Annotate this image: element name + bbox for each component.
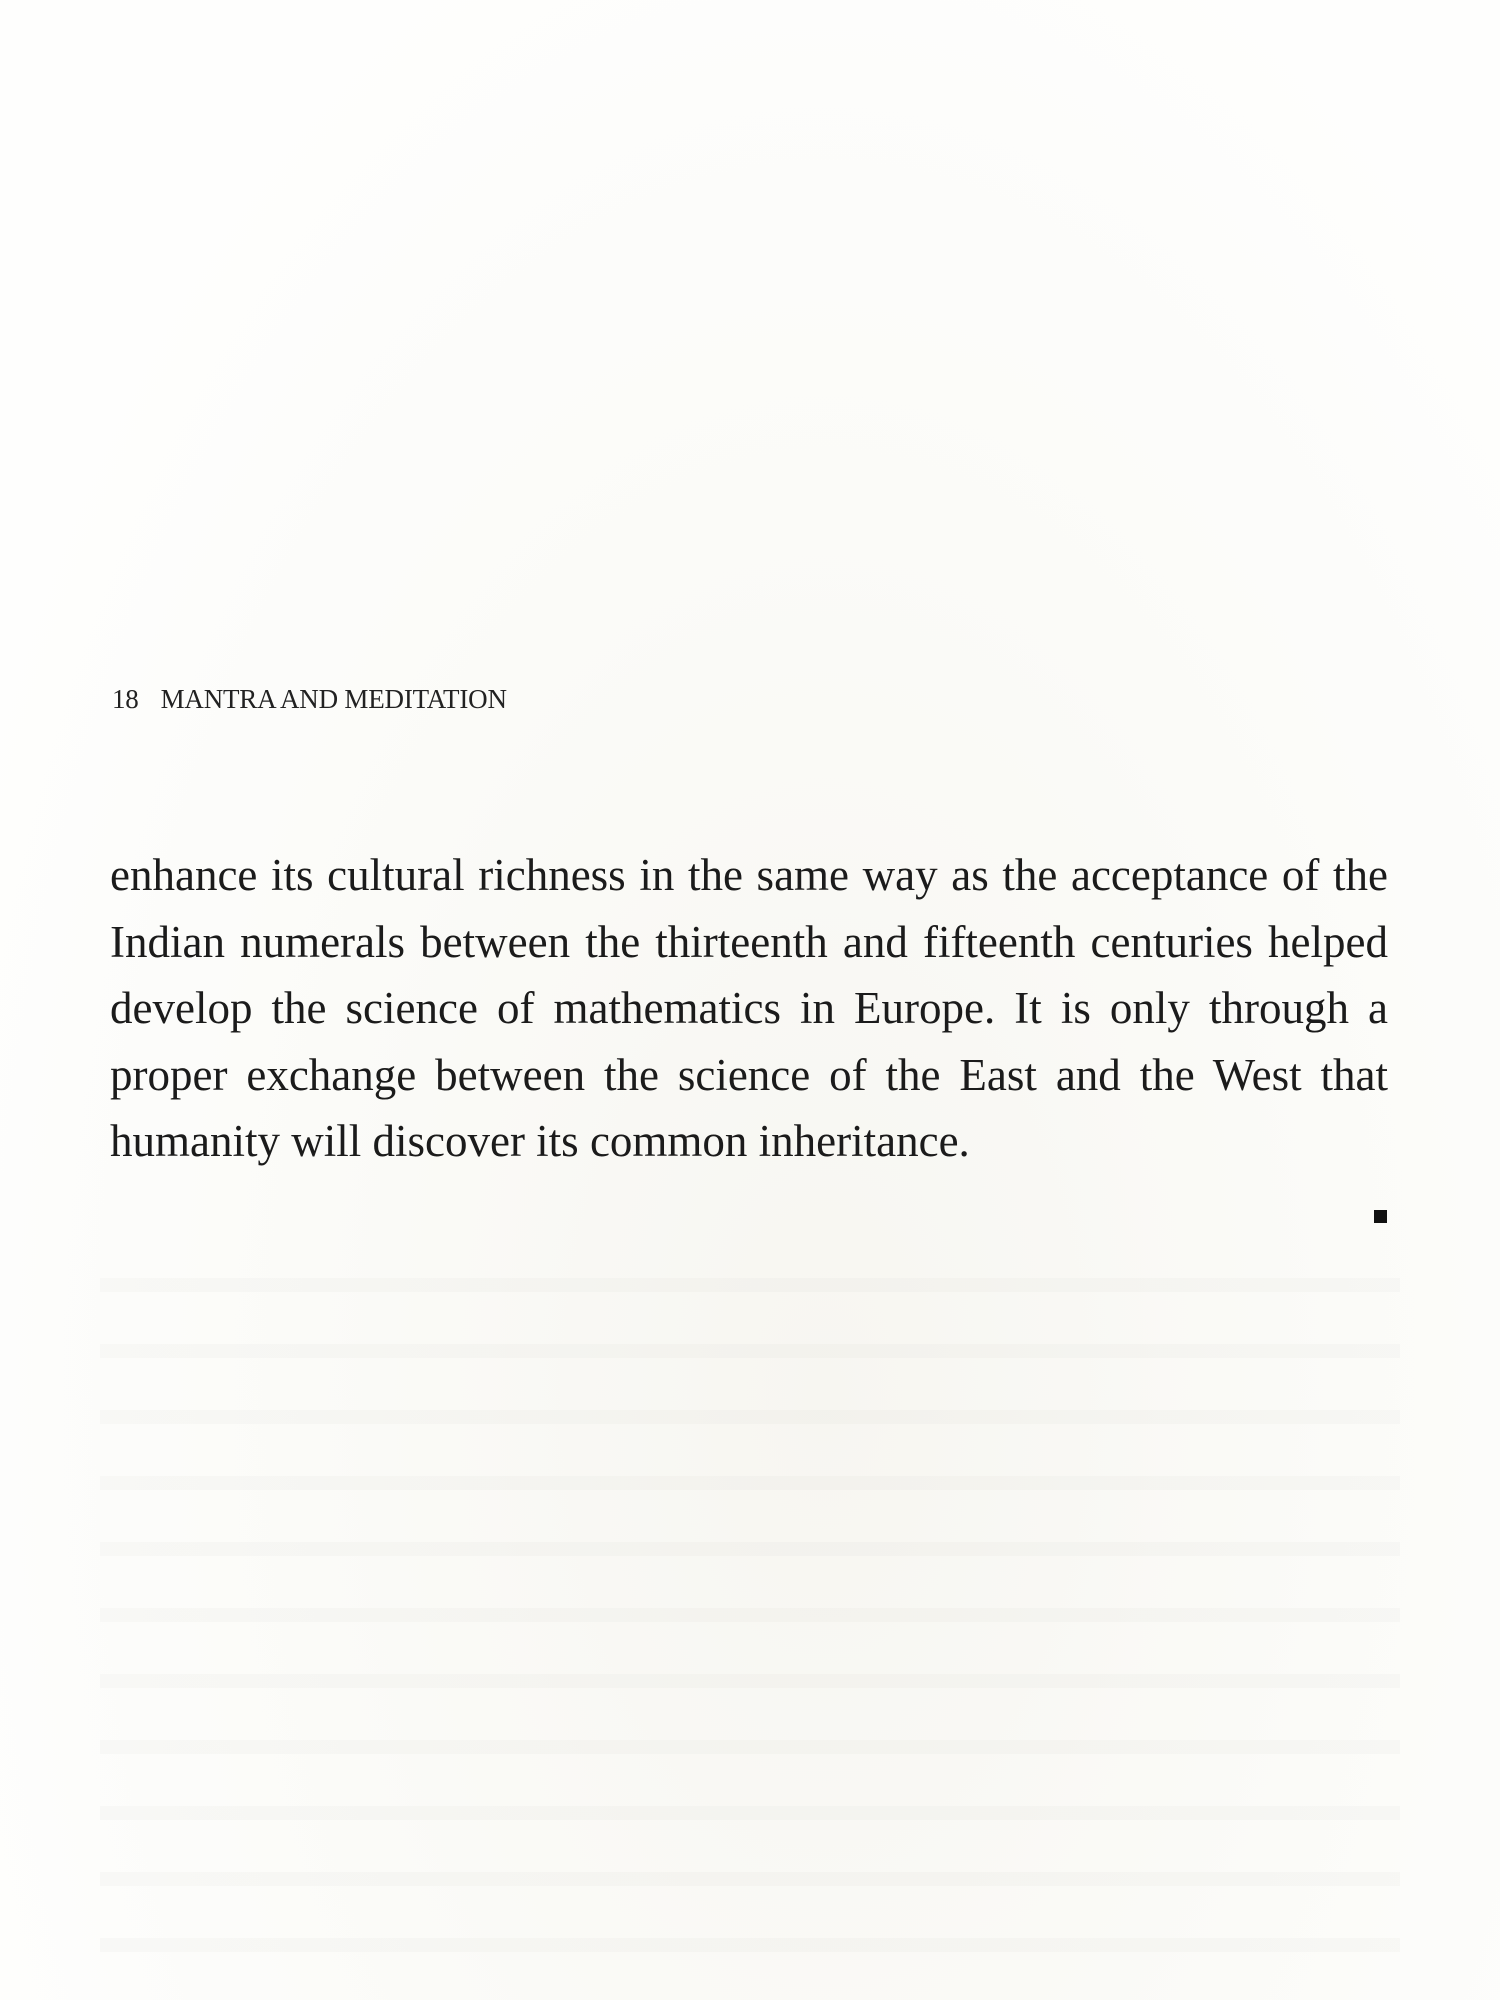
reverse-page-show-through [100,1230,1400,1990]
square-end-mark-icon [1374,1210,1387,1223]
body-text [110,842,1388,1175]
paragraph: enhance its cultural richness in the same way as the acceptance of the Indian numerals between the thirteenth and fifteenth centuries helped develop the science of mathematics in Europe. It is only through a proper exchange between the science of the East and the West that humanity will discover its common inheritance. [110,850,1388,1167]
running-head-title: MANTRA AND MEDITATION [160,684,507,714]
running-head [112,684,507,715]
page-number: 18 [112,684,139,714]
